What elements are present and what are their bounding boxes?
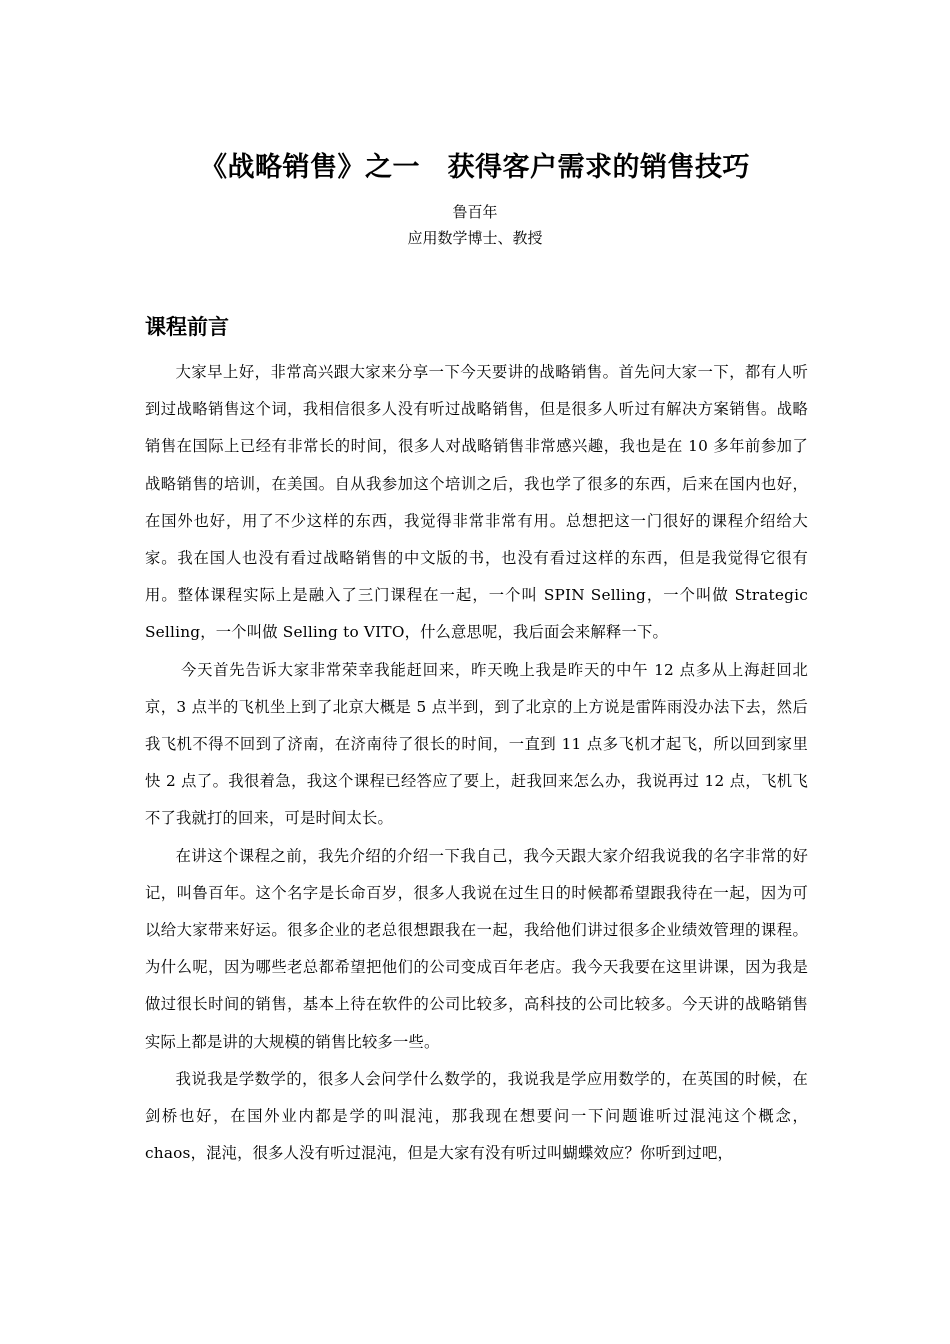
body-text	[145, 354, 808, 1172]
paragraph-travel: 今天首先告诉大家非常荣幸我能赶回来，昨天晚上我是昨天的中午 12 点多从上海赶回北京，3 点半的飞机坐上到了北京大概是 5 点半到，到了北京的上方说是雷阵雨没办法下去，然后我飞机不得不回到了济南，在济南待了很长的时间，一直到 11 点多飞机才起飞，所以回到家里快 2 点了。我很着急，我这个课程已经答应了要上，赶我回来怎么办，我说再过 12 点，飞机飞不了我就打的回来，可是时间太长。	[145, 660, 808, 828]
section-heading: 课程前言	[145, 314, 229, 339]
paragraph-self-intro: 在讲这个课程之前，我先介绍的介绍一下我自己，我今天跟大家介绍我说我的名字非常的好记，叫鲁百年。这个名字是长命百岁，很多人我说在过生日的时候都希望跟我待在一起，因为可以给大家带来好运。很多企业的老总很想跟我在一起，我给他们讲过很多企业绩效管理的课程。为什么呢，因为哪些老总都希望把他们的公司变成百年老店。我今天我要在这里讲课，因为我是做过很长时间的销售，基本上待在软件的公司比较多，高科技的公司比较多。今天讲的战略销售实际上都是讲的大规模的销售比较多一些。	[145, 846, 808, 1051]
paragraph-intro: 大家早上好，非常高兴跟大家来分享一下今天要讲的战略销售。首先问大家一下，都有人听到过战略销售这个词，我相信很多人没有听过战略销售，但是很多人听过有解决方案销售。战略销售在国际上已经有非常长的时间，很多人对战略销售非常感兴趣，我也是在 10 多年前参加了战略销售的培训，在美国。自从我参加这个培训之后，我也学了很多的东西，后来在国内也好，在国外也好，用了不少这样的东西，我觉得非常非常有用。总想把这一门很好的课程介绍给大家。我在国人也没有看过战略销售的中文版的书，也没有看过这样的东西，但是我觉得它很有用。整体课程实际上是融入了三门课程在一起，一个叫 SPIN Selling，一个叫做 Strategic Selling，一个叫做 Selling to VITO，什么意思呢，我后面会来解释一下。	[145, 363, 808, 642]
paragraph-math: 我说我是学数学的，很多人会问学什么数学的，我说我是学应用数学的，在英国的时候，在剑桥也好，在国外业内都是学的叫混沌，那我现在想要问一下问题谁听过混沌这个概念，chaos，混沌，很多人没有听过混沌，但是大家有没有听过叫蝴蝶效应？你听到过吧，	[145, 1069, 808, 1163]
document-title: 《战略销售》之一 获得客户需求的销售技巧	[200, 152, 750, 183]
author-credentials: 应用数学博士、教授	[407, 229, 543, 247]
author-name: 鲁百年	[452, 203, 498, 221]
